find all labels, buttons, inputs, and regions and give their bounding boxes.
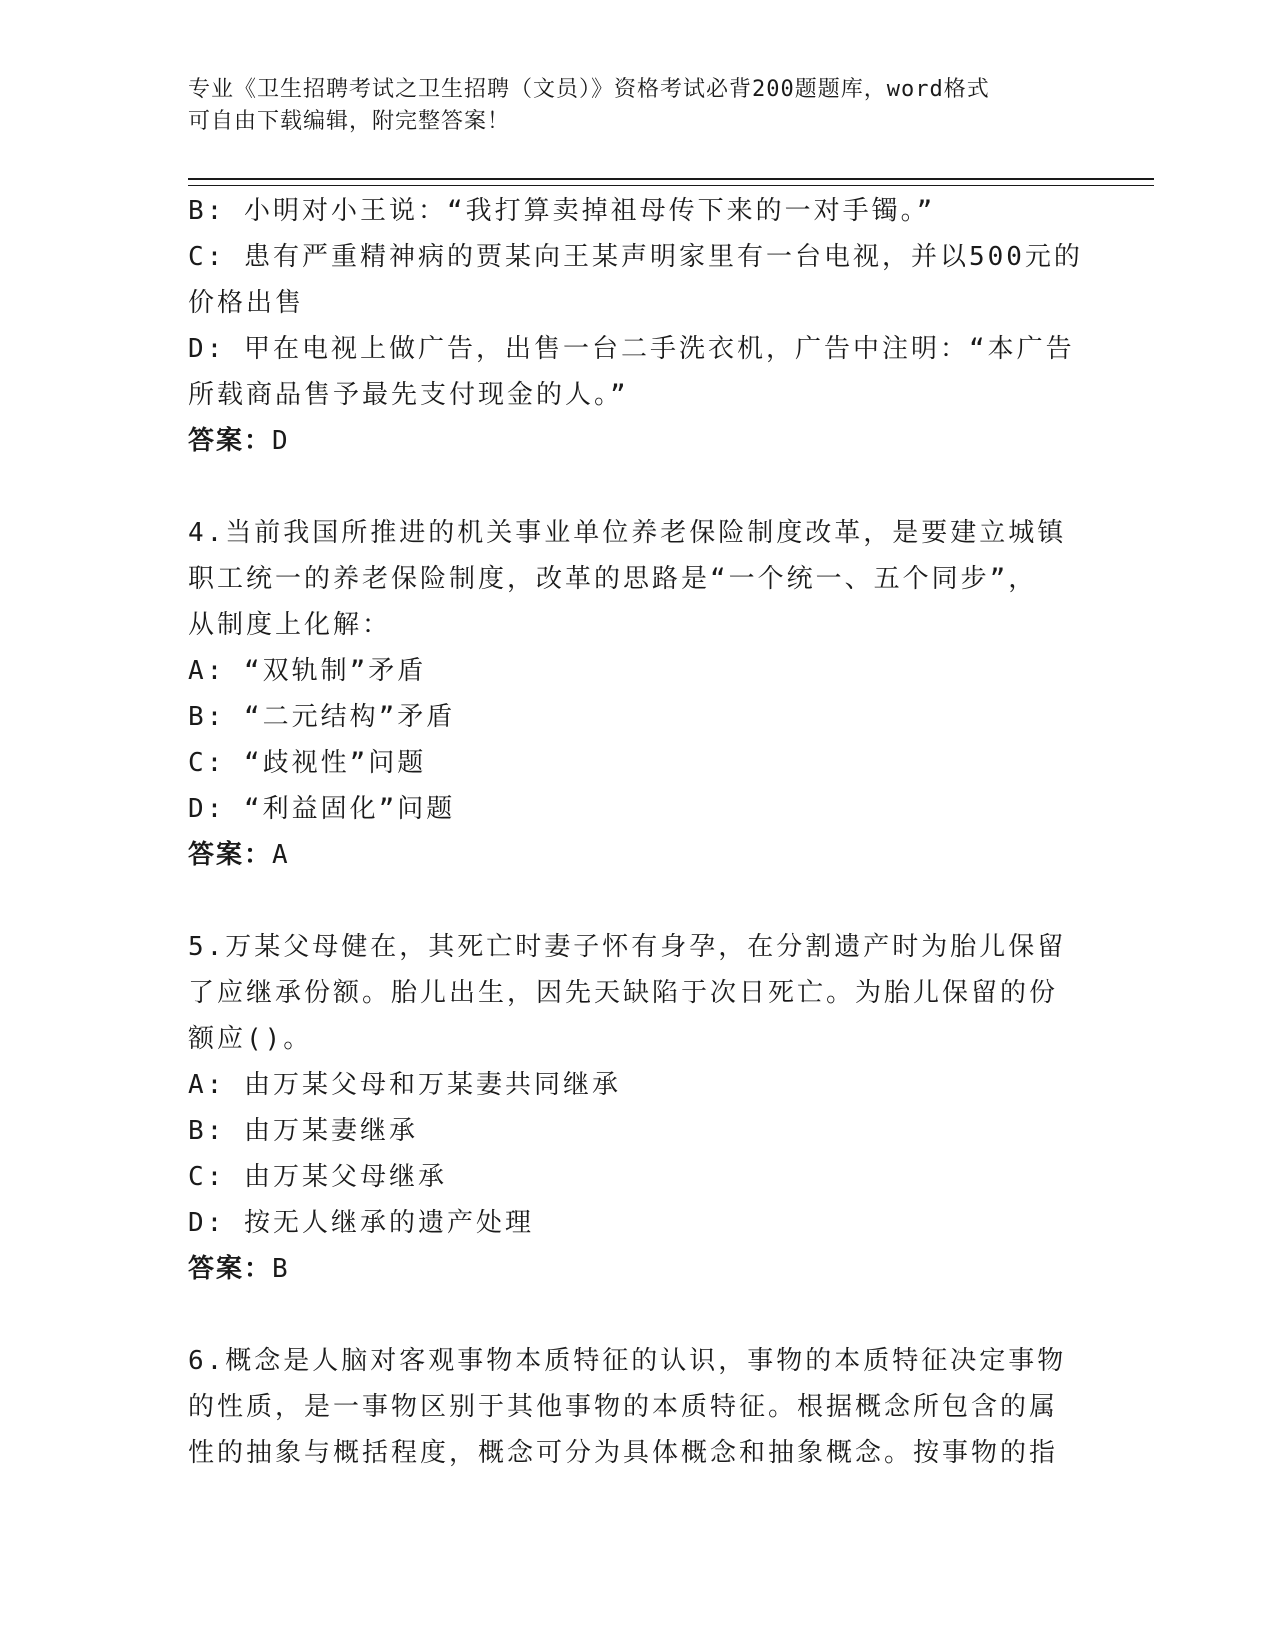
q4-stem-line-1: 4.当前我国所推进的机关事业单位养老保险制度改革，是要建立城镇: [188, 518, 1067, 548]
q4-option-d: D: “利益固化”问题: [188, 794, 456, 824]
q5-option-a: A: 由万某父母和万某妻共同继承: [188, 1070, 621, 1100]
spacer: [188, 878, 1068, 924]
header-title-line-2: 可自由下载编辑，附完整答案！: [188, 109, 511, 134]
q3-option-d-line-1: D: 甲在电视上做广告，出售一台二手洗衣机，广告中注明：“本广告: [188, 334, 1075, 364]
q3-option-b: B: 小明对小王说：“我打算卖掉祖母传下来的一对手镯。”: [188, 196, 936, 226]
q5-stem-line-3: 额应()。: [188, 1024, 313, 1054]
q5-option-d: D: 按无人继承的遗产处理: [188, 1208, 534, 1238]
spacer: [188, 464, 1068, 510]
q5-option-b: B: 由万某妻继承: [188, 1116, 418, 1146]
q3-option-c-line-1: C: 患有严重精神病的贾某向王某声明家里有一台电视，并以500元的: [188, 242, 1083, 272]
answer-value: B: [272, 1254, 290, 1284]
q4-answer: [188, 832, 1068, 878]
q4-stem-line-3: 从制度上化解：: [188, 610, 392, 640]
answer-label: 答案：: [188, 1254, 273, 1284]
q4-stem-line-2: 职工统一的养老保险制度，改革的思路是“一个统一、五个同步”，: [188, 564, 1038, 594]
header-title-line-1: 专业《卫生招聘考试之卫生招聘（文员）》资格考试必背200题题库，word格式: [188, 77, 990, 102]
question-6: [188, 1338, 1068, 1476]
spacer: [188, 1292, 1068, 1338]
q6-stem-line-2: 的性质，是一事物区别于其他事物的本质特征。根据概念所包含的属: [188, 1392, 1059, 1422]
q5-answer: [188, 1246, 1068, 1292]
header-divider: [188, 178, 1154, 186]
q3-option-d-line-2: 所载商品售予最先支付现金的人。”: [188, 380, 629, 410]
answer-value: A: [272, 840, 290, 870]
question-3: [188, 188, 1083, 464]
q4-option-c: C: “歧视性”问题: [188, 748, 427, 778]
q4-option-b: B: “二元结构”矛盾: [188, 702, 456, 732]
document-header: [188, 74, 1088, 138]
q5-stem-line-1: 5.万某父母健在，其死亡时妻子怀有身孕，在分割遗产时为胎儿保留: [188, 932, 1067, 962]
q3-option-c-line-2: 价格出售: [188, 288, 305, 318]
q6-stem-line-3: 性的抽象与概括程度，概念可分为具体概念和抽象概念。按事物的指: [188, 1438, 1059, 1468]
question-4: [188, 510, 1068, 878]
answer-label: 答案：: [188, 840, 273, 870]
q3-answer: [188, 418, 1068, 464]
answer-value: D: [272, 426, 290, 456]
answer-label: 答案：: [188, 426, 273, 456]
q4-option-a: A: “双轨制”矛盾: [188, 656, 427, 686]
q5-option-c: C: 由万某父母继承: [188, 1162, 447, 1192]
question-5: [188, 924, 1068, 1292]
q6-stem-line-1: 6.概念是人脑对客观事物本质特征的认识，事物的本质特征决定事物: [188, 1346, 1067, 1376]
document-body: [188, 188, 1083, 1476]
q5-stem-line-2: 了应继承份额。胎儿出生，因先天缺陷于次日死亡。为胎儿保留的份: [188, 978, 1059, 1008]
